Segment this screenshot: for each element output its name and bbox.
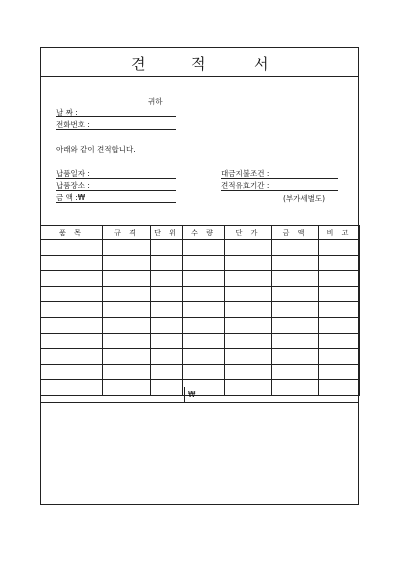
table-cell[interactable] xyxy=(225,255,272,271)
header-remarks: 비 고 xyxy=(319,226,360,240)
table-cell[interactable] xyxy=(319,286,360,302)
header-quantity: 수 량 xyxy=(183,226,225,240)
table-cell[interactable] xyxy=(41,317,103,333)
table-cell[interactable] xyxy=(225,333,272,349)
table-row xyxy=(41,349,360,365)
header-unit: 단 위 xyxy=(151,226,183,240)
table-cell[interactable] xyxy=(272,240,319,256)
table-cell[interactable] xyxy=(319,364,360,380)
items-table xyxy=(40,225,360,396)
table-cell[interactable] xyxy=(41,240,103,256)
total-row xyxy=(41,387,358,403)
table-cell[interactable] xyxy=(103,286,151,302)
table-row xyxy=(41,255,360,271)
title-bar xyxy=(41,48,358,77)
table-row xyxy=(41,302,360,318)
table-cell[interactable] xyxy=(103,302,151,318)
table-cell[interactable] xyxy=(272,333,319,349)
table-cell[interactable] xyxy=(183,240,225,256)
table-cell[interactable] xyxy=(272,364,319,380)
table-row xyxy=(41,317,360,333)
phone-label: 전화번호 : xyxy=(56,120,90,129)
table-cell[interactable] xyxy=(41,302,103,318)
phone-line xyxy=(56,129,176,130)
table-cell[interactable] xyxy=(103,364,151,380)
title-char-3: 서 xyxy=(254,55,269,73)
table-cell[interactable] xyxy=(319,302,360,318)
table-cell[interactable] xyxy=(183,333,225,349)
header-amount: 금 액 xyxy=(272,226,319,240)
table-cell[interactable] xyxy=(319,255,360,271)
title-char-2: 적 xyxy=(191,55,206,73)
table-cell[interactable] xyxy=(183,317,225,333)
header-item: 품 목 xyxy=(41,226,103,240)
table-cell[interactable] xyxy=(225,271,272,287)
table-cell[interactable] xyxy=(183,302,225,318)
total-divider xyxy=(184,387,185,402)
table-row xyxy=(41,286,360,302)
table-cell[interactable] xyxy=(151,286,183,302)
table-cell[interactable] xyxy=(319,271,360,287)
table-cell[interactable] xyxy=(183,364,225,380)
delivery-place-label: 납품장소 : xyxy=(56,181,90,190)
payment-terms-label: 대금지불조건 : xyxy=(221,169,270,178)
table-cell[interactable] xyxy=(41,364,103,380)
table-row xyxy=(41,271,360,287)
table-cell[interactable] xyxy=(103,255,151,271)
table-cell[interactable] xyxy=(183,286,225,302)
title-char-1: 견 xyxy=(131,55,146,73)
table-cell[interactable] xyxy=(183,255,225,271)
table-cell[interactable] xyxy=(225,302,272,318)
table-cell[interactable] xyxy=(319,349,360,365)
validity-line xyxy=(221,190,338,191)
validity-label: 견적유효기간 : xyxy=(221,181,270,190)
amount-label: 금 액 :₩ xyxy=(56,193,86,202)
date-label: 날 짜 : xyxy=(56,108,78,117)
table-cell[interactable] xyxy=(151,302,183,318)
payment-terms-line xyxy=(221,178,338,179)
table-cell[interactable] xyxy=(225,317,272,333)
table-cell[interactable] xyxy=(151,240,183,256)
header-unit-price: 단 가 xyxy=(225,226,272,240)
delivery-place-line xyxy=(56,190,176,191)
table-cell[interactable] xyxy=(151,317,183,333)
table-row xyxy=(41,333,360,349)
table-cell[interactable] xyxy=(151,364,183,380)
table-row xyxy=(41,240,360,256)
table-cell[interactable] xyxy=(183,271,225,287)
table-cell[interactable] xyxy=(103,349,151,365)
table-cell[interactable] xyxy=(41,349,103,365)
table-cell[interactable] xyxy=(225,286,272,302)
table-cell[interactable] xyxy=(319,317,360,333)
table-cell[interactable] xyxy=(319,333,360,349)
table-cell[interactable] xyxy=(151,349,183,365)
table-cell[interactable] xyxy=(272,317,319,333)
vat-note: (부가세별도) xyxy=(283,194,326,203)
header-spec: 규 격 xyxy=(103,226,151,240)
table-header-row xyxy=(41,226,360,240)
amount-line xyxy=(56,202,176,203)
delivery-date-label: 납품일자 : xyxy=(56,169,90,178)
table-cell[interactable] xyxy=(103,271,151,287)
table-cell[interactable] xyxy=(225,349,272,365)
table-cell[interactable] xyxy=(103,240,151,256)
table-cell[interactable] xyxy=(41,286,103,302)
total-currency: ₩ xyxy=(188,390,196,399)
recipient-suffix: 귀하 xyxy=(148,97,163,106)
table-cell[interactable] xyxy=(183,349,225,365)
table-row xyxy=(41,364,360,380)
table-cell[interactable] xyxy=(103,333,151,349)
table-cell[interactable] xyxy=(41,255,103,271)
table-cell[interactable] xyxy=(103,317,151,333)
table-cell[interactable] xyxy=(151,271,183,287)
intro-text: 아래와 같이 견적합니다. xyxy=(56,145,136,154)
table-cell[interactable] xyxy=(151,255,183,271)
table-cell[interactable] xyxy=(41,333,103,349)
table-cell[interactable] xyxy=(272,302,319,318)
table-cell[interactable] xyxy=(272,255,319,271)
table-cell[interactable] xyxy=(225,364,272,380)
table-cell[interactable] xyxy=(272,271,319,287)
table-cell[interactable] xyxy=(41,271,103,287)
table-cell[interactable] xyxy=(272,349,319,365)
delivery-date-line xyxy=(56,178,176,179)
table-cell[interactable] xyxy=(272,286,319,302)
quotation-sheet xyxy=(40,47,359,505)
table-cell[interactable] xyxy=(225,240,272,256)
table-cell[interactable] xyxy=(319,240,360,256)
table-cell[interactable] xyxy=(151,333,183,349)
